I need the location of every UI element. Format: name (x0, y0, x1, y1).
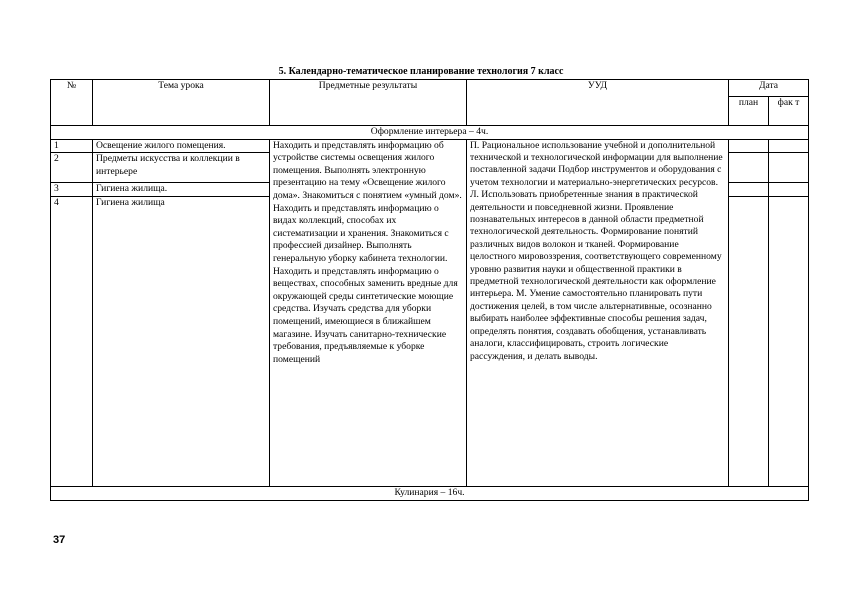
row-num: 4 (51, 197, 93, 487)
section-row (51, 487, 809, 501)
plan-cell (729, 153, 769, 183)
header-uud: УУД (467, 80, 729, 126)
row-topic: Освещение жилого помещения. (93, 139, 270, 153)
header-date: Дата (729, 80, 809, 97)
fact-cell (769, 139, 809, 153)
fact-cell (769, 197, 809, 487)
uud-cell: П. Рациональное использование учебной и дополнительной технической и технологической информации для выполнение поставленной задачи Подбор инструментов и оборудования с учетом технологии и материально-энергетических ресурсов. Л. Использовать приобретенные знания в практической деятельности и повседневной жизни. Проявление познавательных интересов в данной области предметной технологической деятельность. Формирование понятий различных видов волокон и тканей. Формирование целостного мировоззрения, соответствующего современному уровню развития науки и общественной практики в предметной технологической деятельности как оформление интерьера. М. Умение самостоятельно планировать пути достижения целей, в том числе альтернативные, осознанно выбирать наиболее эффективные способы решения задач, определять понятия, создавать обобщения, устанавливать аналоги, классифицировать, строить логические рассуждения, и делать выводы. (467, 139, 729, 487)
plan-cell (729, 139, 769, 153)
fact-cell (769, 153, 809, 183)
section-title: Кулинария – 16ч. (51, 487, 809, 501)
row-num: 1 (51, 139, 93, 153)
header-subject-results: Предметные результаты (270, 80, 467, 126)
plan-cell (729, 197, 769, 487)
section-title: Оформление интерьера – 4ч. (51, 126, 809, 140)
header-topic: Тема урока (93, 80, 270, 126)
header-num: № (51, 80, 93, 126)
row-topic: Гигиена жилища. (93, 183, 270, 197)
table-row (51, 139, 809, 153)
section-row (51, 126, 809, 140)
table-header-row (51, 80, 809, 97)
page-title: 5. Календарно-тематическое планирование технология 7 класс (278, 66, 564, 77)
row-num: 3 (51, 183, 93, 197)
plan-cell (729, 183, 769, 197)
planning-table (50, 79, 809, 501)
header-fact: фак т (769, 97, 809, 126)
page-number: 37 (53, 534, 66, 546)
row-num: 2 (51, 153, 93, 183)
row-topic: Предметы искусства и коллекции в интерьере (93, 153, 270, 183)
row-topic: Гигиена жилища (93, 197, 270, 487)
subject-results-cell: Находить и представлять информацию об устройстве системы освещения жилого помещения. Выполнять электронную презентацию на тему «Освещение жилого дома». Знакомиться с понятием «умный дом». Находить и представлять информацию о видах коллекций, способах их систематизации и хранения. Знакомиться с профессией дизайнер. Выполнять генеральную уборку кабинета технологии. Находить и представлять информацию о веществах, способных заменить вредные для окружающей среды синтетические моющие средства. Изучать средства для уборки помещений, имеющиеся в ближайшем магазине. Изучать санитарно-технические требования, предъявляемые к уборке помещений (270, 139, 467, 487)
fact-cell (769, 183, 809, 197)
header-plan: план (729, 97, 769, 126)
